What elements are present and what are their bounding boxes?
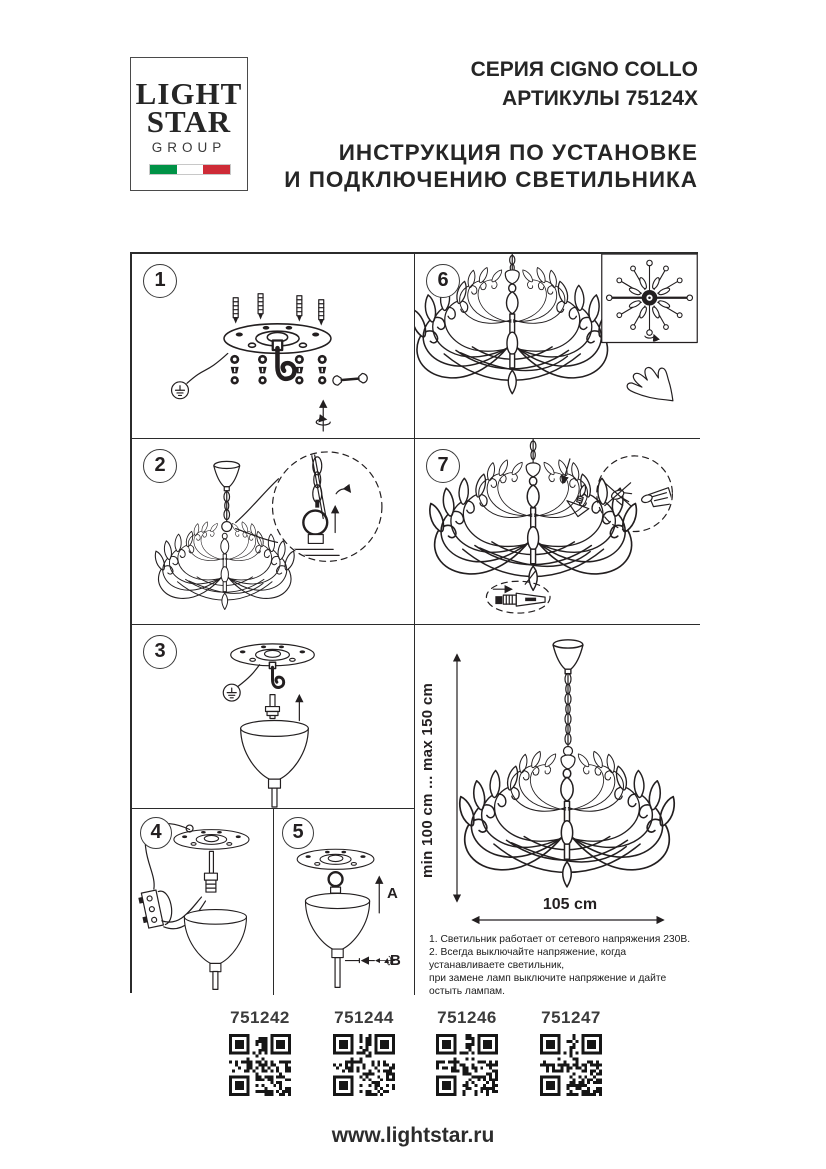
qr-block [436,1008,498,1096]
dimensions-panel [415,625,700,995]
website-url: www.lightstar.ru [331,1124,495,1147]
step-panel-1 [132,254,415,439]
article-number: 751246 [437,1008,497,1027]
canopy-cup [305,893,369,957]
italian-flag-icon [150,165,230,174]
note-line-2: 2. Всегда выключайте напряжение, когда устанавливаете светильник, [429,947,627,971]
step-panel-5 [274,809,415,995]
article-number: 751242 [230,1008,290,1027]
article-number: 751244 [334,1008,394,1027]
article-number: 751247 [541,1008,601,1027]
step-number-3: 3 [143,635,177,669]
note-line-3: при замене ламп выключите напряжение и дайте остыть лампам. [429,973,667,997]
canopy-cup [241,720,309,788]
logo-word-light: LIGHT [135,76,243,111]
step-panel-2 [132,439,415,625]
hand-icon [623,361,678,416]
articles-line: АРТИКУЛЫ 75124X [502,87,698,110]
title-line-2: И ПОДКЛЮЧЕНИЮ СВЕТИЛЬНИКА [284,167,698,192]
qr-code [333,1034,395,1096]
step-panel-7 [415,439,700,625]
qr-code [540,1034,602,1096]
step-panel-3 [132,625,415,809]
series-line: СЕРИЯ CIGNO COLLO [470,58,698,81]
arrow-a-label: A [387,885,398,902]
note-line-1: 1. Светильник работает от сетевого напряжения 230В. [429,934,691,945]
bare-hand-prohibited-icon [605,483,632,506]
step-number-1: 1 [143,264,177,298]
step-panel-6 [415,254,700,439]
mounting-plate [297,849,374,869]
series-title [471,55,698,113]
lightstar-logo [130,57,248,191]
qr-code [229,1034,291,1096]
canopy-cup [184,910,246,972]
cloth-hand-icon [641,488,674,507]
magnifier-circle [273,452,382,561]
width-dimension-label: 105 cm [542,896,598,913]
step-panel-4 [132,809,274,995]
logo-word-star: STAR [146,104,232,139]
chandelier-drawing [449,748,685,887]
qr-code [436,1034,498,1096]
qr-block [540,1008,602,1096]
step-number-4: 4 [140,817,172,849]
arrow-b-label: B [390,952,401,969]
step-number-7: 7 [426,449,460,483]
page-title [284,139,698,193]
socket-detail [493,589,545,606]
qr-block [333,1008,395,1096]
chandelier-drawing [148,520,301,610]
wrench-icon [333,373,368,385]
step-number-6: 6 [426,264,460,298]
title-line-1: ИНСТРУКЦИЯ ПО УСТАНОВКЕ [338,140,698,165]
mounting-plate [174,830,249,850]
step-number-2: 2 [143,449,177,483]
logo-word-group: GROUP [151,140,227,155]
ground-icon [172,382,189,399]
ground-icon [223,684,240,701]
steps-grid [130,252,698,997]
rotate-arrow-icon [316,401,330,431]
qr-block [229,1008,291,1096]
height-dimension-label: min 100 cm ... max 150 cm [419,682,436,878]
step-number-5: 5 [282,817,314,849]
safety-notes [429,933,691,998]
